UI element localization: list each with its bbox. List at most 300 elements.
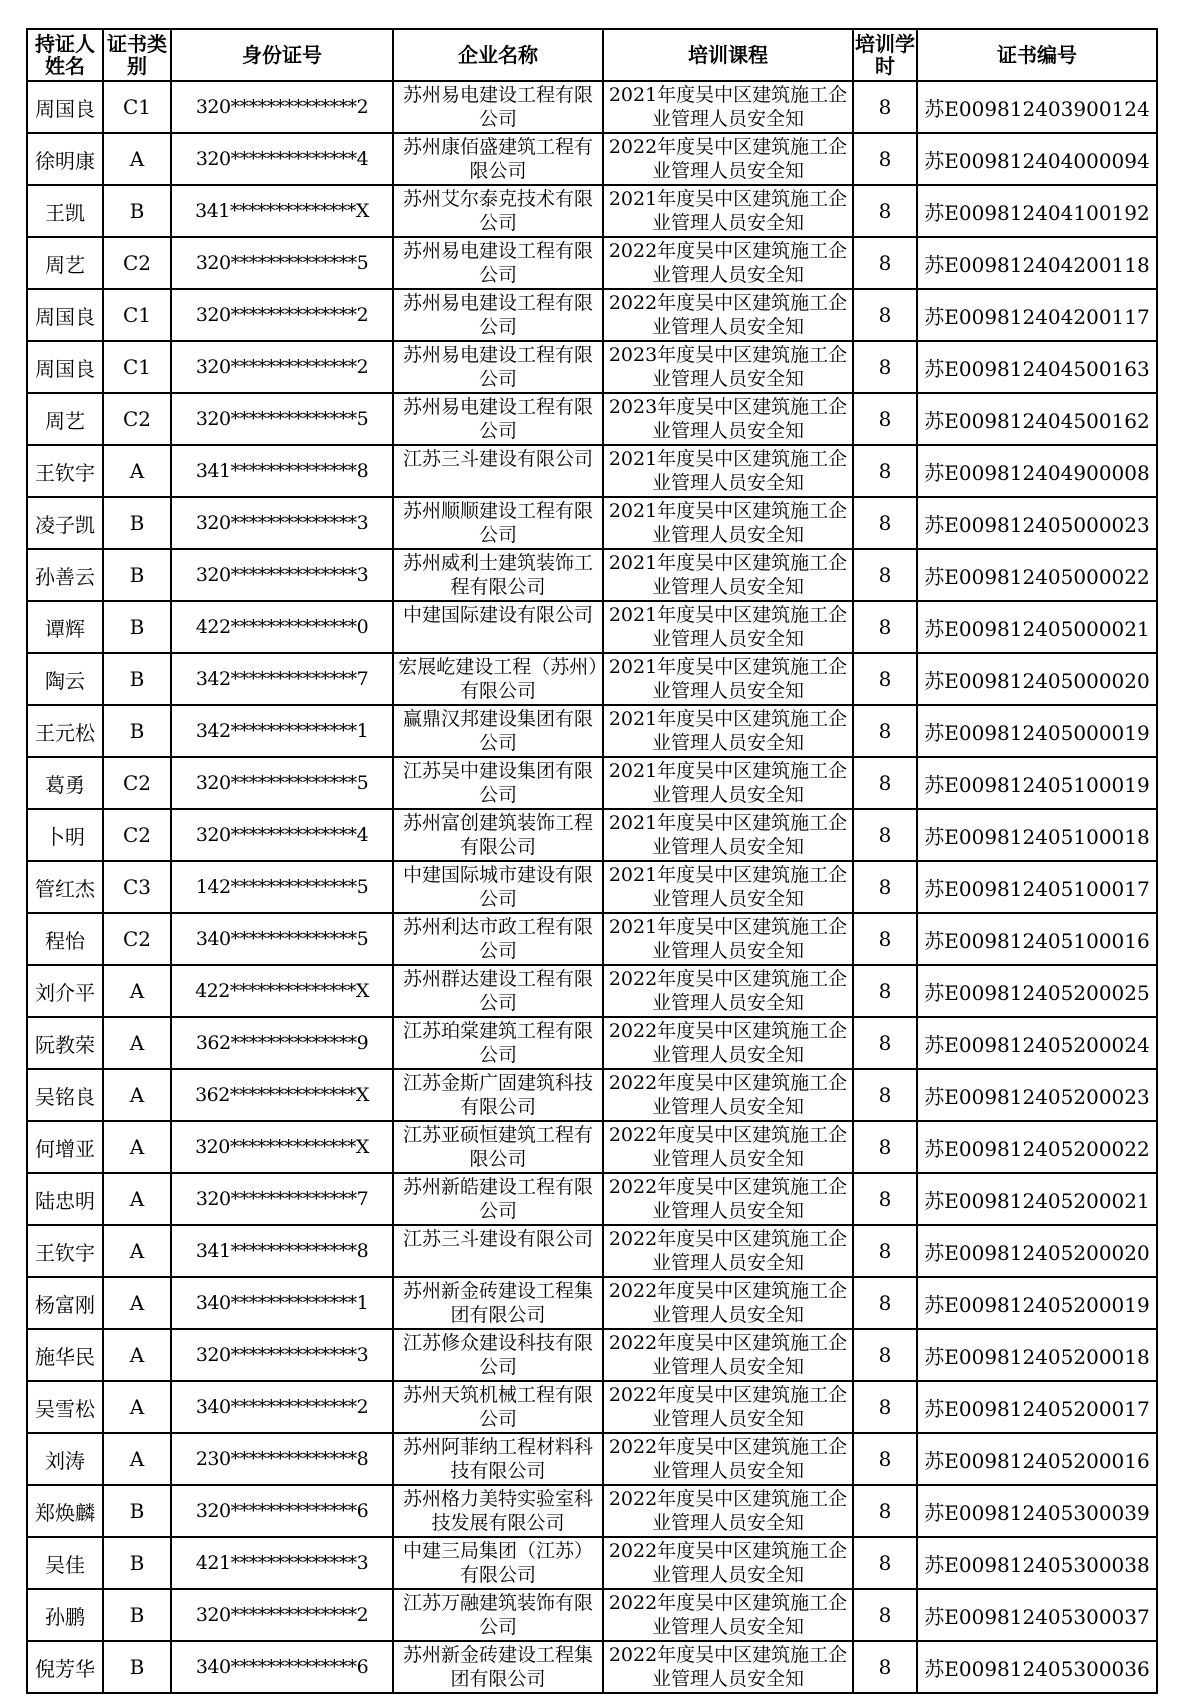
cell-hours [853,1277,917,1329]
cell-type [103,1433,171,1485]
cell-cert-text: 苏E009812404900008 [924,460,1150,485]
cell-name [27,809,103,861]
cell-id-text: 422**************0 [195,616,369,638]
cell-id [171,549,393,601]
cell-name-text: 周艺 [45,408,85,433]
certificate-table-container [26,28,1156,1694]
cell-course [603,757,853,809]
table-row [27,1329,1157,1381]
cell-course-text: 2022年度吴中区建筑施工企业管理人员安全知 [608,240,848,286]
cell-type [103,1641,171,1693]
cell-company-text: 江苏亚硕恒建筑工程有限公司 [402,1124,593,1170]
cell-course-text: 2021年度吴中区建筑施工企业管理人员安全知 [608,760,848,806]
cell-hours-text: 8 [878,1083,892,1107]
cell-name [27,913,103,965]
cell-id-text: 421**************3 [195,1552,369,1574]
header-hours: 培训学时 [853,29,917,81]
cell-name-text: 凌子凯 [35,512,95,537]
cell-type-text: B [129,1655,145,1679]
cell-id-text: 320**************5 [195,252,369,274]
cell-hours-text: 8 [878,511,892,535]
cell-id [171,1069,393,1121]
cell-cert [917,809,1157,861]
cell-id-text: 320**************5 [195,408,369,430]
cell-hours-text: 8 [878,95,892,119]
cell-company [393,1277,603,1329]
cell-name-text: 陆忠明 [35,1188,95,1213]
cell-hours-text: 8 [878,1603,892,1627]
cell-course-text: 2022年度吴中区建筑施工企业管理人员安全知 [608,1280,848,1326]
cell-cert-text: 苏E009812404100192 [924,200,1150,225]
cell-type-text: A [129,459,145,483]
cell-course [603,1069,853,1121]
cell-name [27,1641,103,1693]
cell-course-text: 2022年度吴中区建筑施工企业管理人员安全知 [608,1644,848,1690]
cell-hours-text: 8 [878,771,892,795]
cell-course [603,341,853,393]
cell-id [171,133,393,185]
cell-company [393,1485,603,1537]
cell-name-text: 周国良 [35,96,95,121]
cell-company-text: 江苏金斯广固建筑科技有限公司 [402,1072,593,1118]
cell-name-text: 何增亚 [35,1136,95,1161]
cell-hours-text: 8 [878,1551,892,1575]
cell-type-text: C2 [122,771,152,795]
cell-id [171,341,393,393]
cell-course [603,1589,853,1641]
cell-cert [917,965,1157,1017]
cell-cert [917,1589,1157,1641]
cell-company [393,341,603,393]
cell-company [393,965,603,1017]
cell-cert [917,1121,1157,1173]
cell-name [27,1017,103,1069]
cell-course [603,913,853,965]
cell-hours [853,1121,917,1173]
cell-hours-text: 8 [878,1187,892,1211]
cell-name-text: 王钦宇 [35,460,95,485]
table-row [27,1433,1157,1485]
cell-cert-text: 苏E009812404000094 [924,148,1150,173]
table-row [27,757,1157,809]
cell-name-text: 王元松 [35,720,95,745]
cell-id [171,601,393,653]
cell-type [103,497,171,549]
cell-cert [917,549,1157,601]
cell-hours [853,341,917,393]
cell-name-text: 程怡 [45,928,85,953]
cell-company-text: 苏州新金砖建设工程集团有限公司 [402,1280,593,1326]
cell-name-text: 葛勇 [45,772,85,797]
cell-id [171,497,393,549]
cell-name-text: 王钦宇 [35,1240,95,1265]
cell-type-text: A [129,1395,145,1419]
cell-course [603,1017,853,1069]
cell-name [27,549,103,601]
cell-type-text: B [129,719,145,743]
cell-name-text: 王凯 [45,200,85,225]
cell-hours [853,965,917,1017]
cell-course [603,185,853,237]
cell-company-text: 苏州易电建设工程有限公司 [402,396,593,442]
cell-course [603,1641,853,1693]
cell-cert [917,1485,1157,1537]
cell-hours [853,653,917,705]
table-row [27,1017,1157,1069]
table-row [27,1537,1157,1589]
cell-name [27,757,103,809]
cell-type-text: C3 [122,875,152,899]
cell-id-text: 320**************4 [195,148,369,170]
cell-hours [853,81,917,133]
cell-name [27,1329,103,1381]
table-row [27,965,1157,1017]
cell-hours-text: 8 [878,927,892,951]
table-row [27,497,1157,549]
cell-type-text: A [129,1135,145,1159]
cell-course [603,1433,853,1485]
cell-company [393,497,603,549]
cell-course-text: 2022年度吴中区建筑施工企业管理人员安全知 [608,292,848,338]
cell-type [103,1589,171,1641]
table-row [27,393,1157,445]
cell-company-text: 苏州群达建设工程有限公司 [402,968,593,1014]
cell-course-text: 2021年度吴中区建筑施工企业管理人员安全知 [608,448,848,494]
cell-type [103,1225,171,1277]
cell-id-text: 320**************3 [195,512,369,534]
table-row [27,601,1157,653]
cell-course-text: 2022年度吴中区建筑施工企业管理人员安全知 [608,1332,848,1378]
cell-id-text: 341**************8 [195,1240,369,1262]
cell-type [103,705,171,757]
cell-name [27,1121,103,1173]
cell-course [603,601,853,653]
cell-type-text: B [129,667,145,691]
cell-hours [853,497,917,549]
cell-type-text: A [129,1447,145,1471]
cell-type-text: B [129,1551,145,1575]
cell-hours-text: 8 [878,1239,892,1263]
cell-name [27,965,103,1017]
cell-type-text: A [129,1031,145,1055]
cell-company [393,653,603,705]
cell-course [603,393,853,445]
cell-company [393,1589,603,1641]
cell-id [171,81,393,133]
cell-hours-text: 8 [878,1343,892,1367]
table-row [27,1121,1157,1173]
cell-cert-text: 苏E009812405200025 [924,980,1150,1005]
cell-company [393,1017,603,1069]
cell-hours-text: 8 [878,147,892,171]
cell-course [603,653,853,705]
table-row [27,81,1157,133]
cell-cert-text: 苏E009812405300038 [924,1552,1150,1577]
cell-type [103,1277,171,1329]
cell-cert-text: 苏E009812405100017 [924,876,1150,901]
cell-id [171,809,393,861]
cell-company [393,81,603,133]
cell-company [393,601,603,653]
cell-type [103,809,171,861]
cell-id [171,861,393,913]
cell-hours [853,861,917,913]
cell-name [27,653,103,705]
cell-type-text: A [129,979,145,1003]
cell-course [603,549,853,601]
cell-company [393,1225,603,1277]
cell-id [171,1225,393,1277]
cell-id [171,1277,393,1329]
cell-cert-text: 苏E009812405200016 [924,1448,1150,1473]
cell-type-text: B [129,615,145,639]
cell-course [603,1537,853,1589]
cell-hours [853,1381,917,1433]
cell-cert [917,601,1157,653]
cell-hours-text: 8 [878,459,892,483]
cell-id-text: 320**************5 [195,772,369,794]
cell-hours [853,1537,917,1589]
cell-type-text: C2 [122,927,152,951]
cell-name [27,1485,103,1537]
table-row [27,1173,1157,1225]
cell-company-text: 江苏珀棠建筑工程有限公司 [402,1020,593,1066]
cell-id-text: 230**************8 [195,1448,369,1470]
cell-name [27,861,103,913]
cell-company [393,1173,603,1225]
cell-id [171,965,393,1017]
cell-hours-text: 8 [878,1655,892,1679]
cell-cert-text: 苏E009812404500163 [924,356,1150,381]
cell-name-text: 孙善云 [35,564,95,589]
cell-name [27,705,103,757]
cell-id-text: 340**************2 [195,1396,369,1418]
cell-id-text: 320**************7 [195,1188,369,1210]
cell-course-text: 2021年度吴中区建筑施工企业管理人员安全知 [608,656,848,702]
cell-course-text: 2022年度吴中区建筑施工企业管理人员安全知 [608,1072,848,1118]
cell-company [393,393,603,445]
cell-hours-text: 8 [878,823,892,847]
cell-name [27,1277,103,1329]
cell-hours-text: 8 [878,1031,892,1055]
table-row [27,549,1157,601]
cell-id [171,653,393,705]
cell-hours-text: 8 [878,199,892,223]
cell-name [27,497,103,549]
cell-hours-text: 8 [878,563,892,587]
cell-company [393,1329,603,1381]
cell-course-text: 2022年度吴中区建筑施工企业管理人员安全知 [608,1436,848,1482]
cell-type [103,601,171,653]
cell-hours [853,549,917,601]
cell-cert [917,1225,1157,1277]
cell-cert-text: 苏E009812405000020 [924,668,1150,693]
cell-course [603,1485,853,1537]
cell-hours-text: 8 [878,1291,892,1315]
cell-name [27,1069,103,1121]
cell-type [103,341,171,393]
table-row [27,1277,1157,1329]
table-row [27,445,1157,497]
cell-cert [917,237,1157,289]
cell-cert [917,1329,1157,1381]
cell-course-text: 2021年度吴中区建筑施工企业管理人员安全知 [608,552,848,598]
cell-hours [853,1069,917,1121]
cell-cert-text: 苏E009812405000023 [924,512,1150,537]
cell-id [171,1173,393,1225]
cell-company [393,809,603,861]
cell-course-text: 2022年度吴中区建筑施工企业管理人员安全知 [608,1488,848,1534]
cell-course [603,809,853,861]
cell-company [393,1433,603,1485]
cell-hours [853,237,917,289]
cell-course-text: 2021年度吴中区建筑施工企业管理人员安全知 [608,84,848,130]
cell-hours [853,1329,917,1381]
cell-company-text: 苏州利达市政工程有限公司 [402,916,593,962]
cell-company-text: 苏州易电建设工程有限公司 [402,344,593,390]
cell-id-text: 320**************2 [195,96,369,118]
cell-id-text: 362**************9 [195,1032,369,1054]
cell-cert-text: 苏E009812404200118 [924,252,1150,277]
cell-course-text: 2022年度吴中区建筑施工企业管理人员安全知 [608,1176,848,1222]
cell-type [103,445,171,497]
cell-course-text: 2022年度吴中区建筑施工企业管理人员安全知 [608,1592,848,1638]
cell-cert [917,1277,1157,1329]
table-header-row [27,29,1157,81]
cell-company-text: 苏州易电建设工程有限公司 [402,240,593,286]
cell-course-text: 2022年度吴中区建筑施工企业管理人员安全知 [608,1384,848,1430]
cell-company-text: 苏州易电建设工程有限公司 [402,292,593,338]
cell-id [171,1017,393,1069]
cell-course [603,1277,853,1329]
cell-course-text: 2021年度吴中区建筑施工企业管理人员安全知 [608,604,848,650]
cell-name-text: 周国良 [35,356,95,381]
cell-hours [853,809,917,861]
cell-id [171,1329,393,1381]
cell-id-text: 340**************5 [195,928,369,950]
cell-type [103,1329,171,1381]
cell-hours [853,1173,917,1225]
cell-cert-text: 苏E009812404200117 [924,304,1150,329]
cell-course [603,1225,853,1277]
cell-type-text: C2 [122,251,152,275]
table-row [27,861,1157,913]
cell-company-text: 江苏吴中建设集团有限公司 [402,760,593,806]
cell-type [103,861,171,913]
cell-id-text: 340**************6 [195,1656,369,1678]
cell-hours-text: 8 [878,875,892,899]
table-row [27,1069,1157,1121]
cell-hours-text: 8 [878,1135,892,1159]
cell-id-text: 320**************2 [195,1604,369,1626]
cell-name-text: 刘介平 [35,980,95,1005]
cell-type [103,393,171,445]
cell-cert-text: 苏E009812403900124 [924,96,1150,121]
cell-company-text: 苏州天筑机械工程有限公司 [402,1384,593,1430]
cell-type [103,1121,171,1173]
cell-cert [917,705,1157,757]
cell-hours-text: 8 [878,303,892,327]
cell-type [103,1173,171,1225]
cell-course [603,81,853,133]
cell-course-text: 2022年度吴中区建筑施工企业管理人员安全知 [608,1020,848,1066]
cell-id-text: 320**************2 [195,304,369,326]
cell-cert-text: 苏E009812405100016 [924,928,1150,953]
cell-company [393,705,603,757]
cell-cert [917,1381,1157,1433]
cell-hours-text: 8 [878,667,892,691]
cell-name-text: 刘涛 [45,1448,85,1473]
cell-name-text: 谭辉 [45,616,85,641]
table-row [27,185,1157,237]
cell-hours [853,1225,917,1277]
cell-id-text: 422**************X [195,980,369,1002]
cell-cert-text: 苏E009812405300039 [924,1500,1150,1525]
cell-id-text: 320**************6 [195,1500,369,1522]
header-id: 身份证号 [171,29,393,81]
cell-id-text: 142**************5 [195,876,369,898]
cell-company-text: 苏州威利士建筑装饰工程有限公司 [402,552,593,598]
cell-type-text: A [129,1239,145,1263]
cell-id [171,185,393,237]
cell-company [393,1121,603,1173]
cell-cert [917,81,1157,133]
cell-cert [917,393,1157,445]
header-name: 持证人姓名 [27,29,103,81]
cell-course-text: 2021年度吴中区建筑施工企业管理人员安全知 [608,708,848,754]
header-cert: 证书编号 [917,29,1157,81]
cell-company [393,757,603,809]
cell-cert [917,861,1157,913]
cell-cert [917,133,1157,185]
cell-course-text: 2021年度吴中区建筑施工企业管理人员安全知 [608,188,848,234]
cell-hours [853,1433,917,1485]
table-row [27,1641,1157,1693]
cell-hours [853,1641,917,1693]
cell-course-text: 2023年度吴中区建筑施工企业管理人员安全知 [608,344,848,390]
cell-name [27,1225,103,1277]
cell-company [393,133,603,185]
table-row [27,653,1157,705]
cell-type [103,185,171,237]
cell-id-text: 320**************3 [195,1344,369,1366]
cell-type-text: B [129,1603,145,1627]
cell-course [603,965,853,1017]
cell-type-text: C1 [122,95,152,119]
cell-name-text: 卜明 [45,824,85,849]
cell-name-text: 倪芳华 [35,1656,95,1681]
cell-hours-text: 8 [878,407,892,431]
table-body [27,81,1157,1693]
cell-company-text: 苏州康佰盛建筑工程有限公司 [402,136,593,182]
cell-name [27,341,103,393]
cell-id [171,289,393,341]
table-row [27,1381,1157,1433]
cell-type-text: C2 [122,407,152,431]
cell-id-text: 341**************X [195,200,369,222]
cell-hours [853,393,917,445]
cell-company-text: 江苏三斗建设有限公司 [402,1228,593,1250]
cell-type [103,289,171,341]
cell-cert-text: 苏E009812405000019 [924,720,1150,745]
cell-type [103,81,171,133]
cell-type [103,133,171,185]
cell-hours [853,133,917,185]
cell-cert [917,1537,1157,1589]
table-row [27,1225,1157,1277]
cell-name [27,1537,103,1589]
cell-name-text: 徐明康 [35,148,95,173]
